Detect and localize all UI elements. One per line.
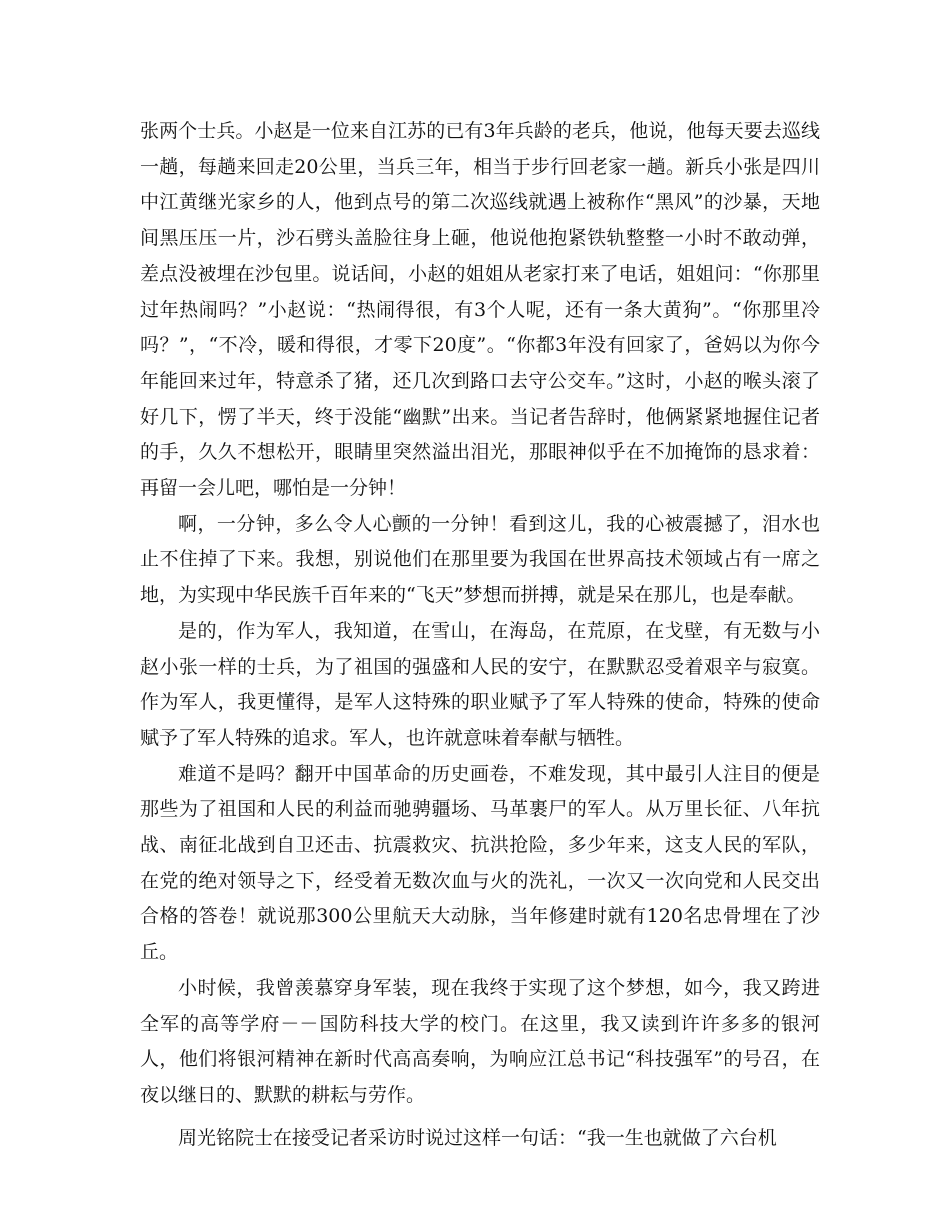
paragraph-academician-quote: 周光铭院士在接受记者采访时说过这样一句话：“我一生也就做了六台机 [178,1126,777,1149]
paragraph-as-a-soldier: 是的，作为军人，我知道，在雪山，在海岛，在荒原，在戈壁，有无数与小赵小张一样的士兵，为了祖国的强盛和人民的安宁，在默默忍受着艰辛与寂寞。作为军人，我更懂得，是军人这特殊的职业赋予了军人特殊的使命，特殊的使命赋予了军人特殊的追求。军人，也许就意味着奉献与牺牲。 [140,619,820,749]
document-page [140,0,820,1156]
paragraph-revolution-history: 难道不是吗？翻开中国革命的历史画卷，不难发现，其中最引人注目的便是那些为了祖国和人民的利益而驰骋疆场、马革裹尸的军人。从万里长征、八年抗战、南征北战到自卫还击、抗震救灾、抗洪抢险，多少年来，这支人民的军队，在党的绝对领导之下，经受着无数次血与火的洗礼，一次又一次向党和人民交出合格的答卷！就说那300公里航天大动脉，当年修建时就有120名忠骨埋在了沙丘。 [140,762,820,964]
paragraph-continuation: 张两个士兵。小赵是一位来自江苏的已有3年兵龄的老兵，他说，他每天要去巡线一趟，每趟来回走20公里，当兵三年，相当于步行回老家一趟。新兵小张是四川中江黄继光家乡的人，他到点号的第二次巡线就遇上被称作“黑风”的沙暴，天地间黑压压一片，沙石劈头盖脸往身上砸，他说他抱紧铁轨整整一小时不敢动弹，差点没被埋在沙包里。说话间，小赵的姐姐从老家打来了电话，姐姐问：“你那里过年热闹吗？”小赵说：“热闹得很，有3个人呢，还有一条大黄狗”。“你那里冷吗？”，“不冷，暖和得很，才零下20度”。“你都3年没有回家了，爸妈以为你今年能回来过年，特意杀了猪，还几次到路口去守公交车。”这时，小赵的喉头滚了好几下，愣了半天，终于没能“幽默”出来。当记者告辞时，他俩紧紧地握住记者的手，久久不想松开，眼睛里突然溢出泪光，那眼神似乎在不加掩饰的恳求着：再留一会儿吧，哪怕是一分钟！ [140,120,820,500]
paragraph-one-minute: 啊，一分钟，多么令人心颤的一分钟！看到这儿，我的心被震撼了，泪水也止不住掉了下来。我想，别说他们在那里要为我国在世界高技术领域占有一席之地，为实现中华民族千百年来的“飞天”梦想而拼搏，就是呆在那儿，也是奉献。 [140,512,820,607]
paragraph-childhood-dream: 小时候，我曾羡慕穿身军装，现在我终于实现了这个梦想，如今，我又跨进全军的高等学府－－国防科技大学的校门。在这里，我又读到许许多多的银河人，他们将银河精神在新时代高高奏响，为响应江总书记“科技强军”的号召，在夜以继日的、默默的耕耘与劳作。 [140,976,820,1106]
